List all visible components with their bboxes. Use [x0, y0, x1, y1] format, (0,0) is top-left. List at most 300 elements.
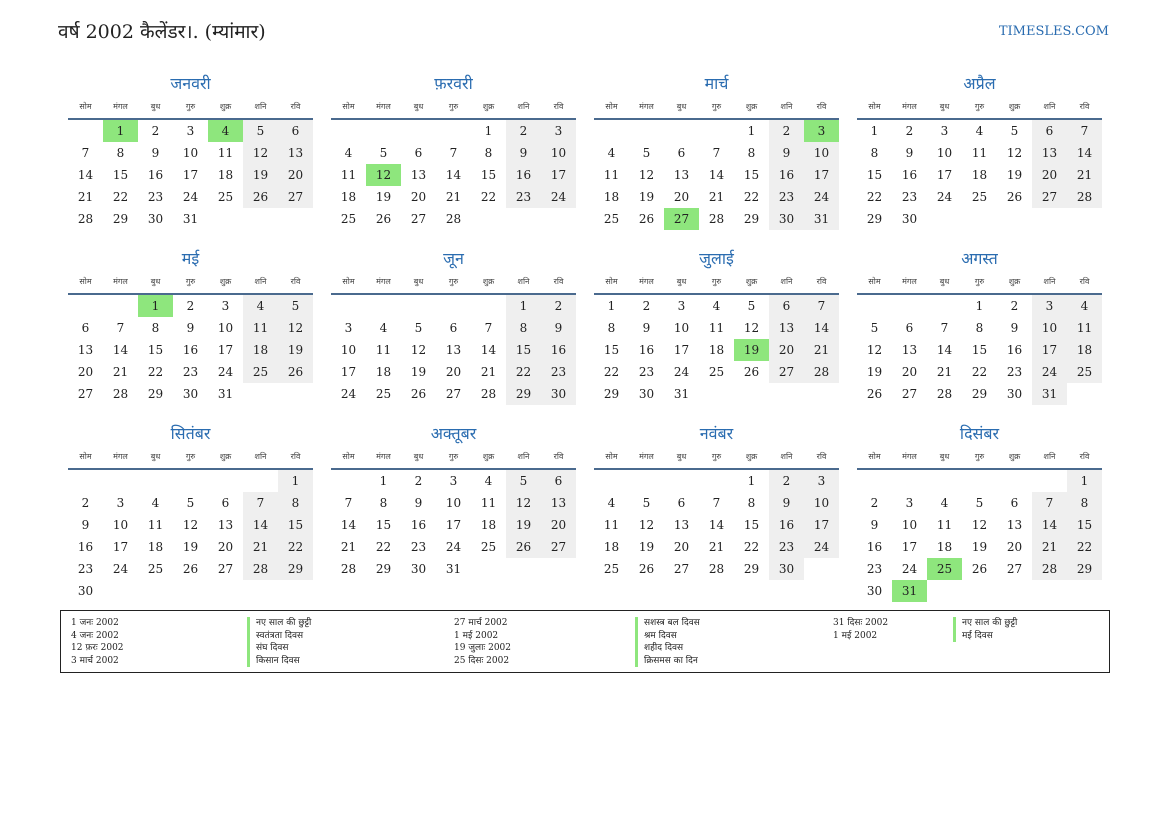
day-cell: 4	[379, 321, 388, 335]
day-cell: 29	[603, 387, 620, 401]
day-cell: 25	[480, 540, 497, 554]
day-cell: 17	[112, 540, 129, 554]
day-cell: 16	[638, 343, 655, 357]
month-name: अप्रैल	[963, 74, 996, 93]
day-cell: 26	[971, 562, 988, 576]
day-cell: 22	[506, 361, 541, 383]
day-cell: 27	[1006, 562, 1023, 576]
weekday-label: सोम	[868, 452, 881, 461]
day-cell: 23	[901, 190, 918, 204]
day-cell: 29	[1067, 558, 1102, 580]
empty-day-cell	[173, 470, 208, 492]
day-cell: 26	[638, 212, 655, 226]
holiday-day-cell: 3	[804, 120, 839, 142]
day-cell: 28	[1067, 186, 1102, 208]
day-cell: 29	[743, 562, 760, 576]
day-cell: 17	[340, 365, 357, 379]
day-cell: 27	[673, 562, 690, 576]
weekday-label: सोम	[868, 277, 881, 286]
days-grid	[594, 295, 839, 405]
day-cell: 15	[112, 168, 129, 182]
day-cell: 11	[217, 146, 234, 160]
legend-names-col-2	[635, 617, 700, 667]
day-cell: 6	[81, 321, 90, 335]
day-cell: 30	[410, 562, 427, 576]
weekday-label: मंगल	[113, 102, 128, 111]
weekday-label: शुक्र	[1008, 277, 1021, 286]
day-cell: 20	[673, 190, 690, 204]
day-cell: 9	[414, 496, 423, 510]
weekday-label: शुक्र	[1008, 452, 1021, 461]
day-cell: 16	[866, 540, 883, 554]
empty-day-cell	[857, 470, 892, 492]
day-cell: 7	[1032, 492, 1067, 514]
day-cell: 13	[1032, 142, 1067, 164]
day-cell: 4	[712, 299, 721, 313]
day-cell: 25	[603, 212, 620, 226]
day-cell: 27	[77, 387, 94, 401]
day-cell: 15	[375, 518, 392, 532]
empty-day-cell	[997, 470, 1032, 492]
weekday-label: मंगल	[376, 102, 391, 111]
day-cell: 11	[480, 496, 497, 510]
day-cell: 15	[480, 168, 497, 182]
weekday-label: शुक्र	[745, 102, 758, 111]
empty-day-cell	[68, 470, 103, 492]
weekday-label: रवि	[816, 277, 827, 286]
day-cell: 29	[112, 212, 129, 226]
day-cell: 2	[151, 124, 160, 138]
day-cell: 21	[1067, 164, 1102, 186]
day-cell: 5	[747, 299, 756, 313]
weekday-label: सोम	[79, 277, 92, 286]
weekday-label: शुक्र	[219, 102, 232, 111]
day-cell: 26	[182, 562, 199, 576]
day-cell: 7	[344, 496, 353, 510]
day-cell: 13	[673, 518, 690, 532]
weekday-label: रवि	[553, 102, 564, 111]
day-cell: 25	[217, 190, 234, 204]
day-cell: 17	[901, 540, 918, 554]
day-cell: 18	[147, 540, 164, 554]
site-link[interactable]: TIMESLES.COM	[998, 24, 1109, 39]
day-cell: 3	[1032, 295, 1067, 317]
day-cell: 2	[81, 496, 90, 510]
day-cell: 5	[870, 321, 879, 335]
day-cell: 17	[804, 514, 839, 536]
day-cell: 29	[971, 387, 988, 401]
month-calendar	[68, 72, 313, 247]
weekday-label: मंगल	[639, 102, 654, 111]
empty-day-cell	[103, 295, 138, 317]
empty-day-cell	[366, 120, 401, 142]
weekday-label: बुध	[413, 277, 424, 286]
day-cell: 3	[541, 120, 576, 142]
day-cell: 23	[866, 562, 883, 576]
legend-holiday-name: शहीद दिवस	[635, 642, 700, 655]
calendar-grid	[68, 72, 1102, 597]
day-cell: 21	[708, 540, 725, 554]
weekday-label: बुध	[150, 102, 161, 111]
legend-date: 19 जुलाः 2002	[454, 643, 512, 653]
day-cell: 20	[278, 164, 313, 186]
weekday-label: मंगल	[902, 452, 917, 461]
day-cell: 23	[410, 540, 427, 554]
day-cell: 17	[804, 164, 839, 186]
day-cell: 26	[410, 387, 427, 401]
days-grid	[594, 120, 839, 230]
day-cell: 14	[1032, 514, 1067, 536]
day-cell: 30	[769, 558, 804, 580]
day-cell: 30	[638, 387, 655, 401]
weekday-label: गुरु	[448, 452, 459, 461]
day-cell: 20	[1006, 540, 1023, 554]
legend-holiday-name: मई दिवस	[953, 630, 1017, 643]
day-cell: 1	[1067, 470, 1102, 492]
month-name: मई	[181, 249, 200, 268]
day-cell: 7	[81, 146, 90, 160]
day-cell: 25	[971, 190, 988, 204]
day-cell: 28	[340, 562, 357, 576]
weekday-label: गुरु	[974, 102, 985, 111]
month-calendar	[331, 72, 576, 247]
day-cell: 9	[81, 518, 90, 532]
day-cell: 5	[186, 496, 195, 510]
day-cell: 8	[484, 146, 493, 160]
weekday-label: शनि	[780, 102, 793, 111]
day-cell: 5	[642, 496, 651, 510]
day-cell: 15	[1067, 514, 1102, 536]
day-cell: 19	[182, 540, 199, 554]
empty-day-cell	[68, 295, 103, 317]
day-cell: 18	[936, 540, 953, 554]
day-cell: 4	[607, 496, 616, 510]
legend-dates-col-1	[71, 617, 124, 667]
day-cell: 15	[971, 343, 988, 357]
day-cell: 29	[375, 562, 392, 576]
day-cell: 2	[769, 470, 804, 492]
weekday-label: मंगल	[639, 277, 654, 286]
day-cell: 14	[804, 317, 839, 339]
empty-day-cell	[857, 295, 892, 317]
weekday-label: रवि	[1079, 102, 1090, 111]
day-cell: 10	[804, 492, 839, 514]
weekday-label: बुध	[413, 452, 424, 461]
day-cell: 11	[708, 321, 725, 335]
day-cell: 7	[243, 492, 278, 514]
day-cell: 30	[769, 208, 804, 230]
weekday-label: मंगल	[902, 102, 917, 111]
day-cell: 11	[971, 146, 988, 160]
day-cell: 10	[936, 146, 953, 160]
day-cell: 11	[340, 168, 357, 182]
month-calendar	[857, 422, 1102, 597]
day-cell: 20	[77, 365, 94, 379]
day-cell: 12	[410, 343, 427, 357]
weekday-label: शनि	[254, 102, 267, 111]
empty-day-cell	[436, 120, 471, 142]
holiday-day-cell: 25	[927, 558, 962, 580]
day-cell: 6	[541, 470, 576, 492]
day-cell: 6	[221, 496, 230, 510]
day-cell: 1	[278, 470, 313, 492]
day-cell: 28	[112, 387, 129, 401]
day-cell: 28	[1032, 558, 1067, 580]
empty-day-cell	[366, 295, 401, 317]
legend-dates-col-3	[833, 617, 888, 642]
day-cell: 12	[743, 321, 760, 335]
day-cell: 12	[1006, 146, 1023, 160]
day-cell: 11	[375, 343, 392, 357]
day-cell: 15	[278, 514, 313, 536]
day-cell: 12	[243, 142, 278, 164]
weekday-label: शुक्र	[482, 452, 495, 461]
month-calendar	[68, 422, 313, 597]
day-cell: 18	[971, 168, 988, 182]
day-cell: 13	[541, 492, 576, 514]
weekday-label: शुक्र	[745, 452, 758, 461]
weekday-label: शनि	[517, 102, 530, 111]
day-cell: 12	[866, 343, 883, 357]
day-cell: 8	[607, 321, 616, 335]
day-cell: 3	[677, 299, 686, 313]
empty-day-cell	[594, 470, 629, 492]
day-cell: 14	[445, 168, 462, 182]
day-cell: 21	[112, 365, 129, 379]
day-cell: 16	[147, 168, 164, 182]
day-cell: 22	[1067, 536, 1102, 558]
day-cell: 26	[638, 562, 655, 576]
day-cell: 30	[77, 584, 94, 598]
day-cell: 11	[936, 518, 953, 532]
day-cell: 17	[182, 168, 199, 182]
day-cell: 29	[506, 383, 541, 405]
empty-day-cell	[1032, 470, 1067, 492]
weekday-label: मंगल	[113, 452, 128, 461]
weekday-label: शनि	[254, 277, 267, 286]
day-cell: 10	[445, 496, 462, 510]
legend-date: 1 मई 2002	[833, 630, 878, 641]
day-cell: 23	[506, 186, 541, 208]
day-cell: 4	[484, 474, 493, 488]
day-cell: 3	[186, 124, 195, 138]
day-cell: 7	[484, 321, 493, 335]
day-cell: 18	[708, 343, 725, 357]
day-cell: 18	[480, 518, 497, 532]
day-cell: 7	[712, 496, 721, 510]
weekday-label: शनि	[780, 452, 793, 461]
day-cell: 26	[375, 212, 392, 226]
day-cell: 11	[603, 168, 620, 182]
month-name: जुलाई	[699, 249, 734, 268]
weekday-label: गुरु	[448, 277, 459, 286]
day-cell: 8	[278, 492, 313, 514]
month-calendar	[331, 247, 576, 422]
day-cell: 24	[936, 190, 953, 204]
holiday-day-cell: 12	[366, 164, 401, 186]
holiday-day-cell: 1	[138, 295, 173, 317]
empty-day-cell	[892, 295, 927, 317]
days-grid	[331, 295, 576, 405]
legend-date: 12 फ़रः 2002	[71, 643, 124, 653]
day-cell: 5	[1010, 124, 1019, 138]
day-cell: 6	[677, 146, 686, 160]
day-cell: 25	[375, 387, 392, 401]
weekday-label: बुध	[676, 452, 687, 461]
day-cell: 19	[506, 514, 541, 536]
weekday-label: रवि	[290, 452, 301, 461]
day-cell: 5	[506, 470, 541, 492]
day-cell: 24	[217, 365, 234, 379]
day-cell: 25	[708, 365, 725, 379]
day-cell: 26	[866, 387, 883, 401]
weekday-label: शुक्र	[482, 277, 495, 286]
day-cell: 22	[480, 190, 497, 204]
day-cell: 29	[278, 558, 313, 580]
day-cell: 15	[603, 343, 620, 357]
day-cell: 13	[1006, 518, 1023, 532]
day-cell: 8	[379, 496, 388, 510]
day-cell: 18	[603, 540, 620, 554]
day-cell: 17	[673, 343, 690, 357]
days-grid	[857, 470, 1102, 602]
weekday-label: रवि	[1079, 277, 1090, 286]
day-cell: 21	[708, 190, 725, 204]
day-cell: 12	[506, 492, 541, 514]
month-calendar	[594, 247, 839, 422]
month-name: सितंबर	[170, 424, 211, 443]
day-cell: 23	[182, 365, 199, 379]
holiday-day-cell: 31	[892, 580, 927, 602]
day-cell: 17	[445, 518, 462, 532]
empty-day-cell	[927, 470, 962, 492]
day-cell: 13	[769, 317, 804, 339]
day-cell: 10	[673, 321, 690, 335]
day-cell: 28	[480, 387, 497, 401]
day-cell: 4	[344, 146, 353, 160]
day-cell: 26	[743, 365, 760, 379]
days-grid	[68, 120, 313, 230]
weekday-label: गुरु	[185, 102, 196, 111]
month-name: जून	[443, 249, 464, 268]
empty-day-cell	[699, 120, 734, 142]
day-cell: 27	[445, 387, 462, 401]
day-cell: 24	[1032, 361, 1067, 383]
day-cell: 31	[673, 387, 690, 401]
day-cell: 2	[541, 295, 576, 317]
empty-day-cell	[629, 120, 664, 142]
day-cell: 23	[638, 365, 655, 379]
day-cell: 19	[410, 365, 427, 379]
day-cell: 21	[936, 365, 953, 379]
day-cell: 28	[708, 562, 725, 576]
day-cell: 5	[975, 496, 984, 510]
day-cell: 1	[747, 474, 756, 488]
holiday-legend	[60, 610, 1110, 673]
day-cell: 27	[541, 536, 576, 558]
weekday-label: गुरु	[448, 102, 459, 111]
day-cell: 19	[1006, 168, 1023, 182]
day-cell: 2	[506, 120, 541, 142]
legend-names-col-3	[953, 617, 1017, 642]
day-cell: 22	[147, 365, 164, 379]
day-cell: 11	[1067, 317, 1102, 339]
weekday-label: बुध	[939, 452, 950, 461]
days-grid	[331, 120, 576, 230]
empty-day-cell	[243, 470, 278, 492]
legend-holiday-name: नए साल की छुट्टी	[953, 617, 1017, 630]
day-cell: 28	[708, 212, 725, 226]
day-cell: 3	[905, 496, 914, 510]
weekday-label: गुरु	[711, 277, 722, 286]
day-cell: 3	[449, 474, 458, 488]
day-cell: 19	[638, 190, 655, 204]
day-cell: 8	[116, 146, 125, 160]
days-grid	[857, 295, 1102, 405]
weekday-label: रवि	[1079, 452, 1090, 461]
weekday-label: शुक्र	[745, 277, 758, 286]
day-cell: 7	[940, 321, 949, 335]
weekday-header	[331, 273, 576, 295]
day-cell: 9	[870, 518, 879, 532]
weekday-label: सोम	[342, 277, 355, 286]
day-cell: 30	[541, 383, 576, 405]
day-cell: 21	[445, 190, 462, 204]
day-cell: 30	[901, 212, 918, 226]
weekday-label: शनि	[1043, 452, 1056, 461]
day-cell: 25	[243, 361, 278, 383]
day-cell: 16	[182, 343, 199, 357]
day-cell: 2	[1010, 299, 1019, 313]
day-cell: 16	[769, 514, 804, 536]
day-cell: 21	[77, 190, 94, 204]
day-cell: 24	[182, 190, 199, 204]
day-cell: 1	[484, 124, 493, 138]
day-cell: 14	[936, 343, 953, 357]
day-cell: 10	[182, 146, 199, 160]
day-cell: 9	[769, 142, 804, 164]
legend-date: 1 जनः 2002	[71, 618, 119, 628]
day-cell: 13	[410, 168, 427, 182]
day-cell: 20	[217, 540, 234, 554]
day-cell: 9	[506, 142, 541, 164]
day-cell: 15	[147, 343, 164, 357]
day-cell: 10	[340, 343, 357, 357]
day-cell: 22	[375, 540, 392, 554]
day-cell: 6	[414, 146, 423, 160]
day-cell: 12	[638, 518, 655, 532]
days-grid	[68, 295, 313, 405]
day-cell: 21	[480, 365, 497, 379]
day-cell: 19	[971, 540, 988, 554]
weekday-header	[857, 448, 1102, 470]
day-cell: 13	[901, 343, 918, 357]
day-cell: 29	[743, 212, 760, 226]
day-cell: 24	[804, 536, 839, 558]
day-cell: 10	[901, 518, 918, 532]
day-cell: 23	[769, 536, 804, 558]
day-cell: 18	[217, 168, 234, 182]
day-cell: 1	[975, 299, 984, 313]
weekday-label: मंगल	[639, 452, 654, 461]
day-cell: 6	[278, 120, 313, 142]
day-cell: 20	[1032, 164, 1067, 186]
day-cell: 13	[278, 142, 313, 164]
day-cell: 7	[1067, 120, 1102, 142]
day-cell: 12	[971, 518, 988, 532]
day-cell: 9	[1010, 321, 1019, 335]
weekday-label: बुध	[150, 277, 161, 286]
